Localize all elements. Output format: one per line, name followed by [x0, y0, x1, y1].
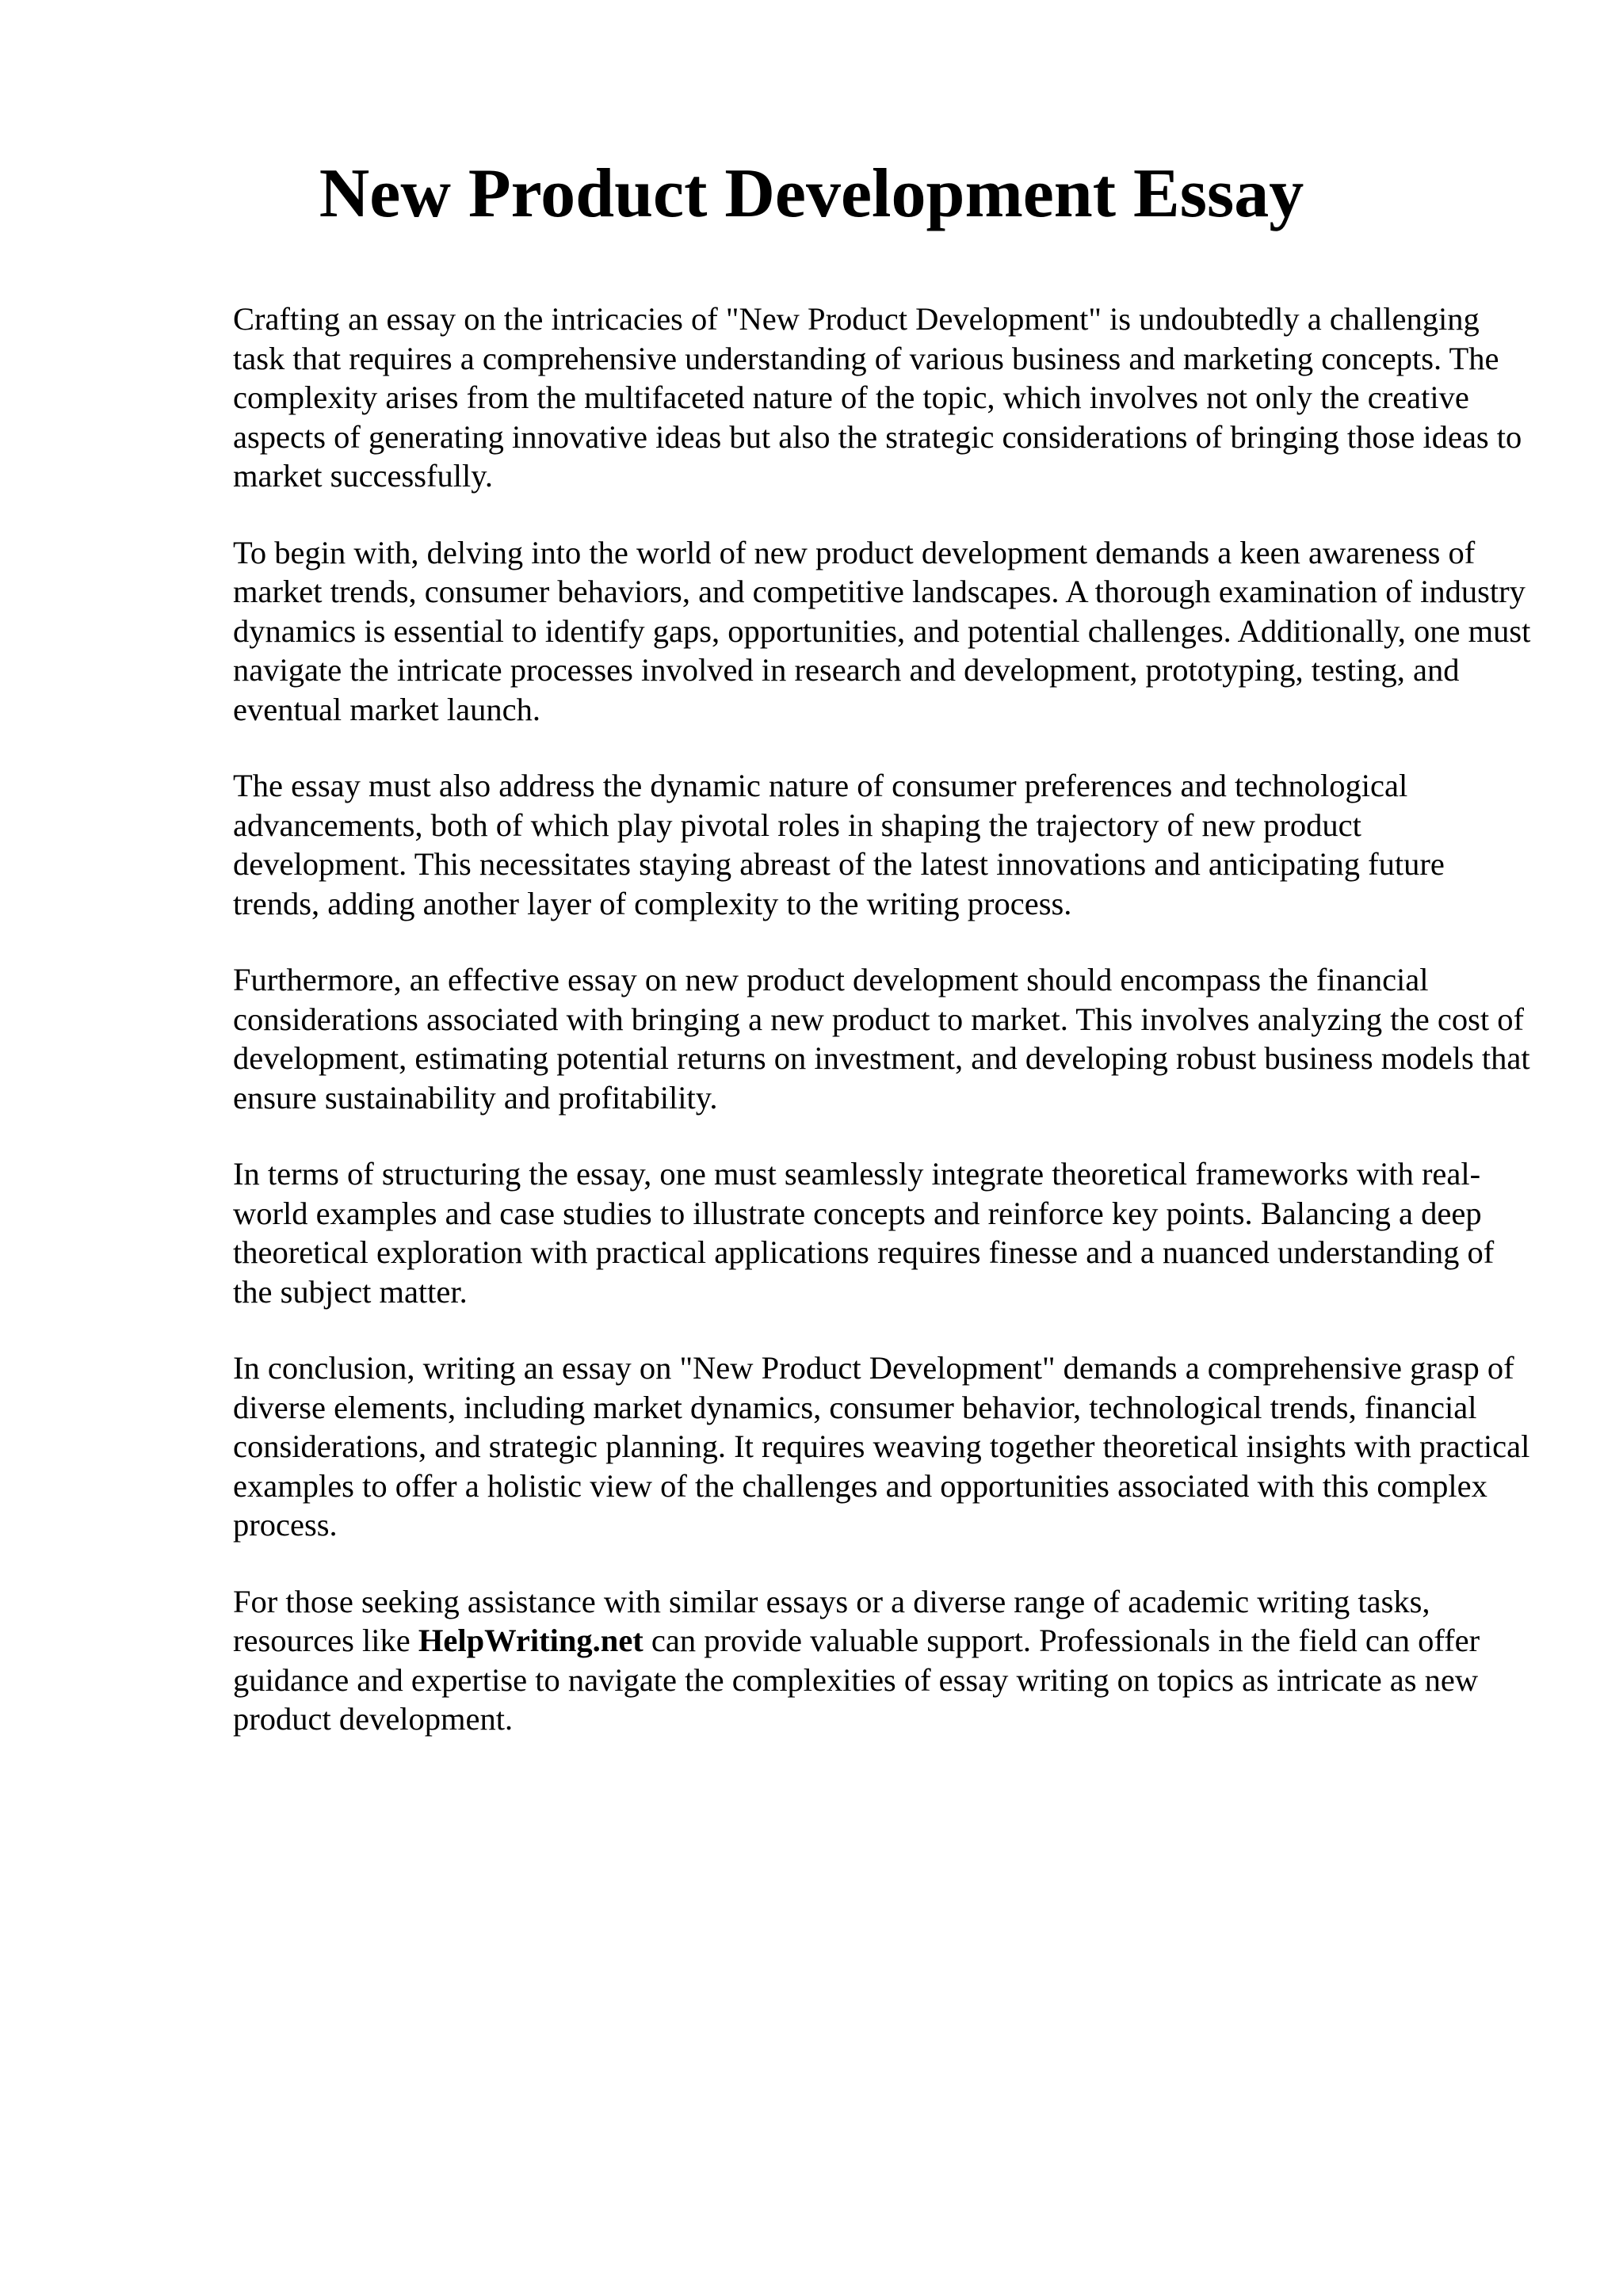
helpwriting-brand: HelpWriting.net [418, 1623, 643, 1658]
page-title: New Product Development Essay [319, 155, 1304, 232]
paragraph-1: Crafting an essay on the intricacies of "New Product Development" is undoubtedly a challenging task that requires a comprehensive understanding of various business and marketing concepts. The complexity arises from the multifaceted nature of the topic, which involves not only the creative aspects of generating innovative ideas but also the strategic considerations of bringing those ideas to market successfully. [233, 301, 1522, 494]
paragraph-4: Furthermore, an effective essay on new product development should encompass the financial considerations associated with bringing a new product to market. This involves analyzing the cost of development, estimating potential returns on investment, and developing robust business models that ensure sustainability and profitability. [233, 962, 1530, 1116]
closing-paragraph [233, 1582, 1533, 1739]
paragraph-5: In terms of structuring the essay, one must seamlessly integrate theoretical frameworks with real-world examples and case studies to illustrate concepts and reinforce key points. Balancing a deep theoretical exploration with practical applications requires finesse and a nuanced understanding of the subject matter. [233, 1156, 1495, 1310]
closing-text-before: For those seeking assistance with similar essays or a diverse range of academic writing tasks, resources like [233, 1583, 1430, 1658]
closing-text-after: can provide valuable support. Professionals in the field can offer guidance and expertise to navigate the complexities of essay writing on topics as intricate as new product development. [233, 1623, 1480, 1737]
paragraph-3: The essay must also address the dynamic nature of consumer preferences and technological advancements, both of which play pivotal roles in shaping the trajectory of new product development. This necessitates staying abreast of the latest innovations and anticipating future trends, adding another layer of complexity to the writing process. [233, 768, 1445, 921]
paragraph-6: In conclusion, writing an essay on "New Product Development" demands a comprehensive grasp of diverse elements, including market dynamics, consumer behavior, technological trends, financial considerations, and strategic planning. It requires weaving together theoretical insights with practical examples to offer a holistic view of the challenges and opportunities associated with this complex process. [233, 1350, 1530, 1543]
essay-body [233, 299, 1533, 1776]
paragraph-2: To begin with, delving into the world of new product development demands a keen awareness of market trends, consumer behaviors, and competitive landscapes. A thorough examination of industry dynamics is essential to identify gaps, opportunities, and potential challenges. Additionally, one must navigate the intricate processes involved in research and development, prototyping, testing, and eventual market launch. [233, 534, 1531, 727]
